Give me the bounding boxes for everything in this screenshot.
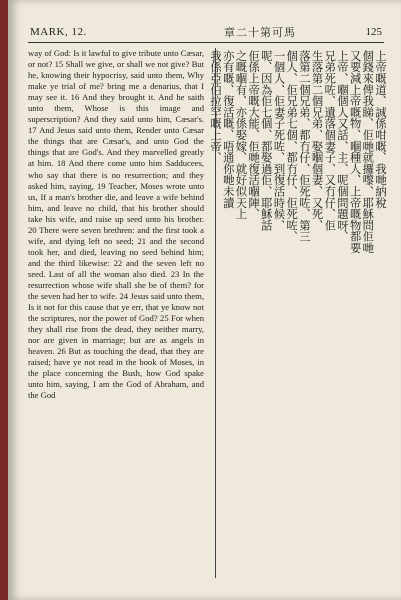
chinese-text-line: 我係亞伯拉罕嘅上帝、: [209, 50, 223, 163]
english-paragraph: way of God: Is it lawful to give tribute unto Cæsar, or not? 15 Shall we give, or shall we not give? But he, knowing their hypocrisy, said unto them, Why make ye trial of me? bring me a denarius, that I may see it. 16 And they brought it. And he saith unto them, Whose is this image and superscription? And they said unto him, Cæsar's. 17 And Jesus said unto them, Render unto Cæsar the things that are Cæsar's, and unto God the things that are God's. And they marvelled greatly at him. 18 And there come unto him Sadducees, who say that there is no resurrection; and they asked him, saying, 19 Teacher, Moses wrote unto us, If a man's brother die, and leave a wife behind him, and leave no child, that his brother should take his wife, and raise up seed unto his brother. 20 There were seven brethren: and the first took a wife, and dying left no seed; 21 and the second took her, and died, leaving no seed behind him; and the third likewise: 22 and the seven left no seed. Last of all the woman also died. 23 In the resurrection whose wife shall she be of them? for the seven had her to wife. 24 Jesus said unto them, Is it not for this cause that ye err, that ye know not the scriptures, nor the power of God? 25 For when they shall rise from the dead, they neither marry, nor are given in marriage; but are as angels in heaven. 26 But as touching the dead, that they are raised; have ye not read in the book of Moses, in the place concerning the Bush, how God spake unto him, saying, I am the God of Abraham, and the God: [28, 48, 204, 401]
chinese-text-line: 個人、佢兄弟七個、都冇仔、佢死咗、: [285, 50, 299, 243]
chinese-text-line: 又要減上帝嘅物、嗰種人、上帝嘅物都要: [348, 50, 362, 254]
chinese-text-line: 佢係上帝嘅大能、佢哋復活嗰陣、: [247, 50, 261, 220]
english-text-column: [28, 48, 204, 578]
chinese-text-line: 一個人、佢妻子死咗、到復活時候、: [272, 50, 286, 231]
chinese-text-line: 上帝、嗰個人又話、主、呢個問題呀、: [335, 50, 349, 243]
chapter-heading-english: MARK, 12.: [30, 26, 87, 38]
chinese-text-line: 之嘅嗰有、亦係娶嫁、就好似天上: [234, 50, 248, 220]
chinese-text-line: 兄弟死咗、遺落個妻子、又冇仔、佢: [323, 50, 337, 231]
chinese-text-line: 生落第二個兄弟、娶嗰個妻、又死、: [310, 50, 324, 231]
chinese-text-line: 落第二個兄弟、都冇仔、佢死咗、第三: [297, 50, 311, 243]
chinese-text-line: 上帝嘅道、誠係咁嘅、我哋納稅: [374, 50, 387, 209]
page-number: 125: [365, 26, 382, 38]
page-header: [28, 18, 384, 43]
chinese-text-line: 亦有嘅、復活嘅、唔通你哋未讀: [221, 50, 235, 209]
chapter-heading-chinese: 章二十第可馬: [224, 27, 296, 39]
chinese-text-line: 個錢來俾我睇、佢哋就攞嚟、耶穌問佢哋: [361, 50, 375, 254]
chinese-text-line: 呢、因為佢七個、都娶過佢、耶穌話: [259, 50, 273, 231]
book-page: [8, 0, 401, 600]
chinese-text-column: [209, 50, 387, 576]
